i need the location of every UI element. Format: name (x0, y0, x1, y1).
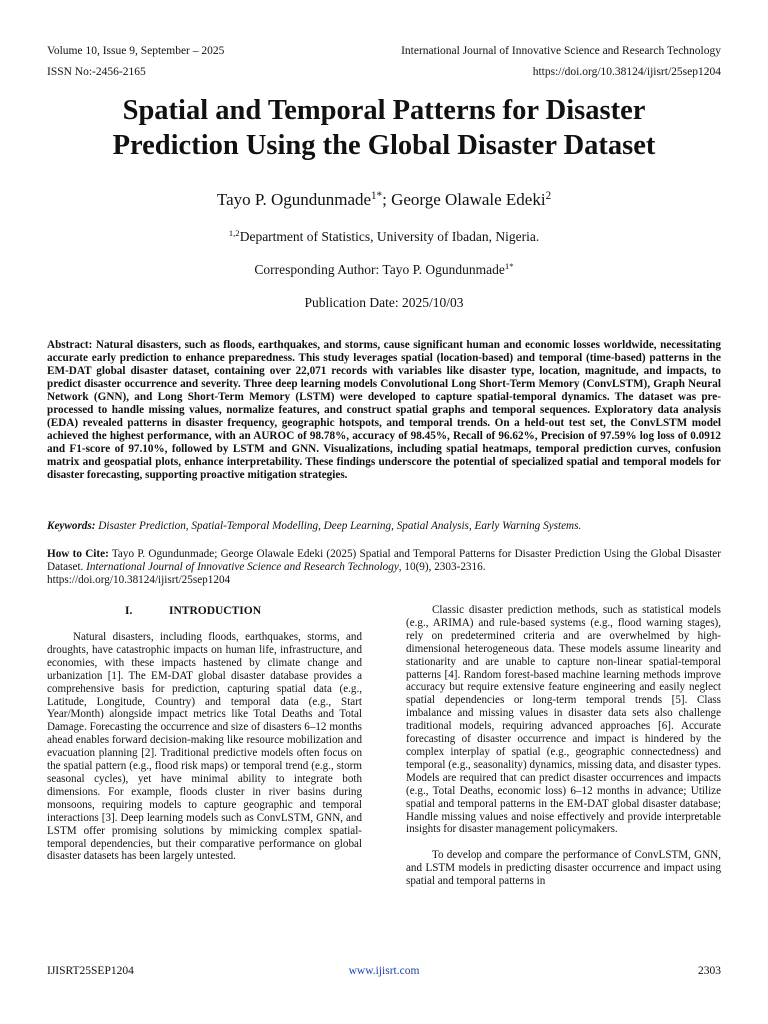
paragraph: Classic disaster prediction methods, such as statistical models (e.g., ARIMA) and rule-based systems (e.g., flood warning stages), rely on predetermined criteria and are overwhelmed by high-dimensional heterogeneous data. These models assume linearity and stationarity and are unable to capture non-linear spatial-temporal patterns [4]. Random forest-based machine learning methods improve accuracy but require extensive feature engineering and easily neglect spatial dependencies or long-term temporal trends [5]. Class imbalance and missing values in disaster data sets also challenge traditional models, requiring advanced approaches [6]. Accurate forecasting of disaster occurrence and impact is hindered by the complex interplay of spatial (e.g., geographic connectedness) and temporal (e.g., seasonality) dynamics, missing data, and disaster types. Models are required that can predict disaster occurrences and impacts (e.g., Total Deaths, economic loss) 6–12 months in advance; Utilize spatial and temporal patterns in the EM-DAT global disaster database; Handle missing values and noise effectively and provide interpretable insights for disaster management policymakers. (406, 604, 721, 836)
citation (47, 548, 721, 587)
publication-date: Publication Date: 2025/10/03 (304, 295, 464, 310)
section-number: I. (125, 605, 133, 617)
author-1-sup: 1* (371, 189, 383, 202)
section-heading (47, 604, 362, 618)
affiliation (40, 228, 728, 246)
corresponding-author (40, 261, 728, 279)
volume-info: Volume 10, Issue 9, September – 2025 (47, 45, 225, 57)
keywords-text: Disaster Prediction, Spatial-Temporal Modelling, Deep Learning, Spatial Analysis, Early Warning Systems. (98, 520, 582, 532)
keywords-label: Keywords: (47, 520, 96, 532)
footer-website-link[interactable]: www.ijisrt.com (348, 965, 420, 977)
citation-authors: Tayo P. Ogundunmade; George Olawale Edeki (2025) Spatial and Temporal Patterns for Disaster Prediction Using the Global Disaster Dataset. (47, 548, 721, 573)
left-column (47, 604, 362, 876)
corresponding-sup: 1* (504, 261, 514, 272)
author-separator: ; (382, 190, 392, 209)
journal-name: International Journal of Innovative Science and Research Technology (401, 45, 721, 57)
citation-details: , 10(9), 2303-2316. (398, 561, 486, 573)
title-line-1: Spatial and Temporal Patterns for Disaster (122, 95, 646, 126)
citation-doi-link[interactable]: https://doi.org/10.38124/ijisrt/25sep1204 (47, 574, 231, 586)
author-2: George Olawale Edeki (391, 190, 546, 209)
paragraph: To develop and compare the performance of ConvLSTM, GNN, and LSTM models in predicting disaster occurrence and impact using spatial and temporal patterns in (406, 849, 721, 888)
corresponding-text: Corresponding Author: Tayo P. Ogundunmade (254, 262, 505, 277)
author-list (40, 189, 728, 211)
paragraph: Natural disasters, including floods, earthquakes, storms, and droughts, have catastrophic impacts on human life, infrastructure, and economies, with these impacts hastened by climate change and urbanization [1]. The EM-DAT global disaster database provides a comprehensive basis for prediction, capturing spatial data (e.g., Latitude, Longitude, Country) and temporal data (e.g., Start Year/Month) alongside impact metrics like Total Deaths and Total Damage. Forecasting the occurrence and size of disasters 6–12 months ahead enables forward decision-making like resource mobilization and evacuation planning [2]. Traditional predictive models often focus on the spatial pattern (e.g., flood risk maps) or temporal trend (e.g., storm seasonal cycles), yet have minimal ability to integrate both dimensions. For example, floods cluster in river basins during monsoons, requiring models to capture geographic and temporal interactions [3]. Deep learning models such as ConvLSTM, GNN, and LSTM offer promising solutions by mimicking complex spatial-temporal dependencies, but their comparative performance on global disaster datasets has been largely untested. (47, 631, 362, 863)
footer-code: IJISRT25SEP1204 (47, 965, 134, 977)
section-title: INTRODUCTION (169, 605, 262, 617)
author-1: Tayo P. Ogundunmade (216, 190, 372, 209)
keywords (47, 520, 721, 533)
title-line-2: Prediction Using the Global Disaster Dataset (112, 130, 656, 161)
abstract (47, 339, 721, 481)
affiliation-sup: 1,2 (228, 228, 240, 239)
abstract-label: Abstract: (47, 339, 93, 351)
author-2-sup: 2 (545, 189, 552, 202)
citation-label: How to Cite: (47, 548, 109, 560)
paper-title (40, 93, 728, 163)
right-column (406, 604, 721, 901)
affiliation-text: Department of Statistics, University of Ibadan, Nigeria. (239, 229, 540, 244)
header-doi-link[interactable]: https://doi.org/10.38124/ijisrt/25sep1204 (532, 66, 721, 78)
page-number: 2303 (698, 965, 721, 977)
abstract-text: Natural disasters, such as floods, earthquakes, and storms, cause significant human and economic losses worldwide, necessitating accurate early prediction to enhance preparedness. This study leverages spatial (location-based) and temporal (time-based) patterns in the EM-DAT global disaster dataset, containing over 22,071 records with variables like disaster type, location, magnitude, and impacts, to predict disaster occurrence and severity. Three deep learning models Convolutional Long Short-Term Memory (ConvLSTM), Graph Neural Network (GNN), and Long Short-Term Memory (LSTM) were developed to capture spatial-temporal dynamics. The dataset was pre-processed to handle missing values, normalize features, and construct spatial graphs and temporal sequences. Exploratory data analysis (EDA) revealed patterns in disaster frequency, geographic hotspots, and temporal trends. On a held-out test set, the ConvLSTM model achieved the highest performance, with an AUROC of 98.78%, accuracy of 98.45%, Recall of 96.62%, Precision of 97.59% log loss of 0.0912 and F1-score of 97.10%, followed by LSTM and GNN. Visualizations, including spatial heatmaps, temporal prediction curves, confusion matrix and geospatial plots, enhance interpretability. These findings underscore the potential of specialized spatial and temporal models for disaster forecasting, supporting proactive mitigation strategies. (47, 339, 722, 481)
issn: ISSN No:-2456-2165 (47, 66, 146, 78)
citation-journal: International Journal of Innovative Science and Research Technology (86, 561, 399, 573)
